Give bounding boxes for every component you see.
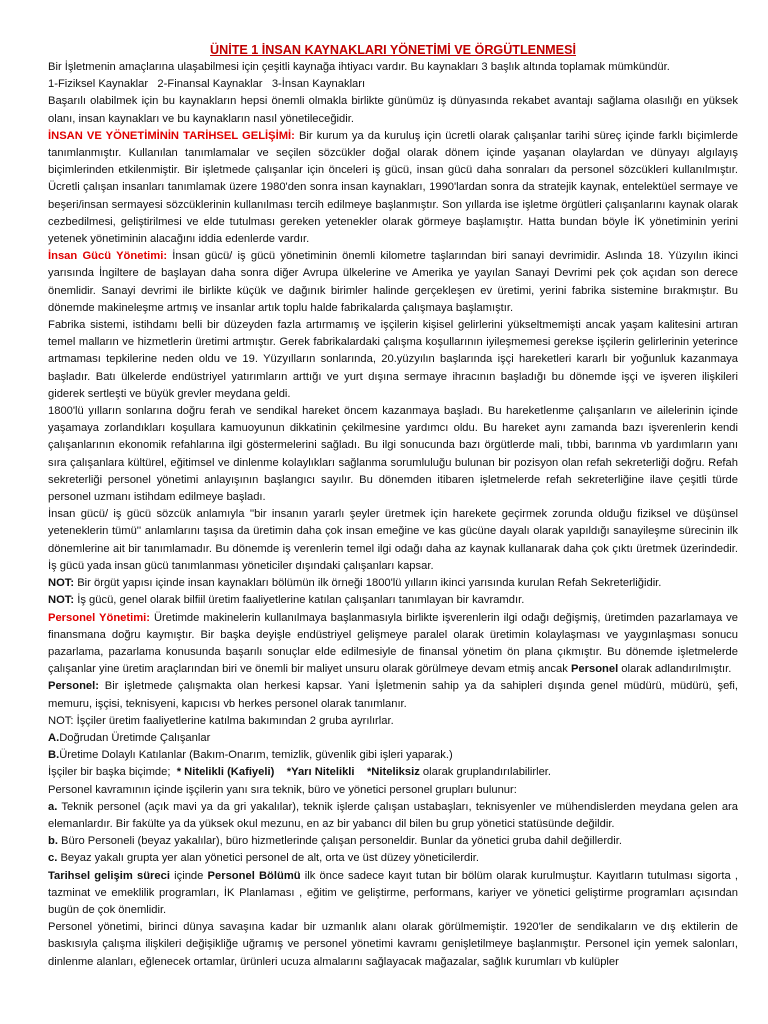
history-text: Bir kurum ya da kuruluş için ücretli olarak çalışanlar tarihi süreç içinde farklı biçimlerde tanımlanmıştır. Kullanılan tanımlamalar ve seçilen sözcükler doğal olarak dönem içinde yaşanan olaylardan ve dünyayı algılayış biçimlerinden etkilenmiştir. Bir işletmede çalışanlar için önceleri iş gücü, insan gücü daha sonraları da personel sözcükleri kullanılmıştır. Ücretli çalışan insanları tanımlamak üzere 1980'den sonra insan kaynakları, 1990'lardan sonra da stratejik kaynak, entelektüel sermaye ve beşeri/insan sermayesi sözcüklerinin kullanılması tercih edilmeye başlanmıştır. Son yıllarda ise işletme örgütleri çalışanlarını kaynak olarak cezbedilmesi, geliştirilmesi ve elde tutulması gereken yetenekler olarak görmeye başlamıştır. Hatta bundan böyle İK yönetiminin yerini yetenek yönetiminin alacağını iddia edenlerde vardır.	[48, 129, 738, 246]
personnel-group-c-label: c.	[48, 852, 58, 865]
labor-definition-paragraph: İnsan gücü/ iş gücü sözcük anlamıyla ''bir insanın yararlı şeyler üretmek için harekete geçirmek zorunda olduğu fiziksel ve düşünsel yeteneklerin tümü'' anlamlarını taşısa da üretimin daha çok insan emeğine ve kas gücüne dayalı olarak yapıldığı sanayileşme sürecinin ilk dönemlerine ait bir tanımlamadır. Bu dönemde iş verenlerin temel ilgi odağı daha az kaynak kullanarak daha çok çıktı üretmek üzerindedir. İş gücü yada insan gücü tanımlanması yöneticiler dışındaki çalışanları kapsar.	[48, 508, 738, 572]
worker-groups	[48, 764, 738, 781]
page-title: ÜNİTE 1 İNSAN KAYNAKLARI YÖNETİMİ VE ÖRGÜTLENMESİ	[210, 43, 576, 57]
group-a-text: Doğrudan Üretimde Çalışanlar	[59, 731, 211, 744]
personnel-paragraph	[48, 610, 738, 679]
factory-paragraph: Fabrika sistemi, istihdamı belli bir düzeyden fazla artırmamış ve işçilerin kişisel gelirlerini yükseltmemişti ancak yaşam kalitesini artıran temel malların ve hizmetlerin üretimi artmıştır. Gerek fabrikalardaki çalışma koşullarının iyileşmemesi gerekse işçilerin gelirlerinin yeterince artmaması tepkilerine neden oldu ve 19. Yüzyılların sonlarında, 20.yüzyılın başlarında işçi hareketleri kararlı bir yoğunluk kazanmaya başladır. Batı ülkelerde endüstriyel yatırımların arttığı ve yurt dışına sermaye ihracının başladığı bu dönemde işçi ve işveren ilişkileri giderek sertleşti ve büyük grevler meydana geldi.	[48, 319, 738, 400]
development-text-2: ilk önce sadece kayıt tutan bir bölüm olarak kurulmuştur. Kayıtların tutulması sigorta , tazminat ve emeklilik programları, İK Planlaması , eğitim ve geliştirme, performans, kariyer ve yönetici geliştirme programları açısından bugün de çok önemlidir.	[48, 869, 738, 916]
note-2-text: İş gücü, genel olarak bilfiil üretim faaliyetlerine katılan çalışanları tanımlayan bir kavramdır.	[74, 594, 525, 607]
note-3: NOT: İşçiler üretim faaliyetlerine katılma bakımından 2 gruba ayrılırlar.	[48, 714, 394, 727]
note-2	[48, 592, 738, 609]
note-label: NOT:	[48, 577, 75, 590]
development-term-2: Personel Bölümü	[207, 869, 301, 882]
personnel-definition-text: Bir işletmede çalışmakta olan herkesi kapsar. Yani İşletmenin sahip ya da sahipleri dışında genel müdürü, müdürü, şefi, memuru, işçisi, teknisyeni, kapıcısı vb herkes personel olarak tanımlanır.	[48, 680, 738, 710]
personnel-group-c-text: Beyaz yakalı grupta yer alan yönetici personel de alt, orta ve üst düzey yöneticilerdir.	[57, 852, 479, 865]
worker-groups-pre: İşçiler bir başka biçimde;	[48, 766, 177, 779]
personnel-group-a-label: a.	[48, 800, 58, 813]
personnel-heading: Personel Yönetimi:	[48, 611, 150, 624]
personnel-definition	[48, 678, 738, 712]
group-a-label: A.	[48, 731, 60, 744]
group-b	[48, 747, 738, 764]
labor-heading: İnsan Gücü Yönetimi:	[48, 250, 168, 263]
development-term-1: Tarihsel gelişim süreci	[48, 869, 170, 882]
personnel-group-b	[48, 833, 738, 850]
intro-paragraph-2: Başarılı olabilmek için bu kaynakların hepsi önemli olmakla birlikte günümüz iş dünyasında rekabet avantajı sağlama olasılığı en yüksek olanı, insan kaynakları ve bu kaynakların nasıl yönetileceğidir.	[48, 95, 738, 125]
note-1-text: Bir örgüt yapısı içinde insan kaynakları bölümün ilk örneği 1800'lü yılların ikinci yarısında kurulan Refah Sekreterliğidir.	[74, 577, 662, 590]
personnel-concept: Personel kavramının içinde işçilerin yanı sıra teknik, büro ve yönetici personel grupları bulunur:	[48, 783, 517, 796]
group-a	[48, 730, 738, 747]
personnel-group-c	[48, 850, 738, 867]
welfare-paragraph: 1800'lü yılların sonlarına doğru ferah ve sendikal hareket öncem kazanmaya başladı. Bu hareketlenme çalışanların ve ailelerinin içinde yaşamaya zorlandıkları koşullara kamuoyunun dikkatinin çekilmesine yardımcı oldu. Bu hareket aynı zamanda bazı işverenlerin kendi çalışanlarının ekonomik refahlarına ilgi göstermelerini sağladı. Bu ilgi sonucunda bazı örgütlerde mali, tıbbi, barınma vb yardımların yanı sıra çalışanlara kültürel, eğitimsel ve dinlenme kolaylıkları sağlanma sorumluluğu bulunan bir pozisyon olan refah sekreterliği doğru. Refah sekreterliği personel yönetimi anlayışının başlangıcı sayılır. Bu dönemden itibaren işletmelerde refah sekreterliğine ilave çeşitli türde personel uzmanı istihdam edilmeye başladı.	[48, 405, 738, 504]
personnel-group-a	[48, 799, 738, 833]
personnel-group-b-label: b.	[48, 835, 58, 848]
personnel-group-a-text: Teknik personel (açık mavi ya da gri yakalılar), teknik işlerde çalışan ustabaşları, teknisyenler ve mühendislerden meydana gelen ara elemanlardır. Bir fakülte ya da yüksek okul mezunu, en az bir yabancı dil bilen bu grup yönetici statüsünde değildir.	[48, 800, 738, 830]
personnel-text-end: olarak adlandırılmıştır.	[618, 663, 732, 676]
note-label: NOT:	[48, 594, 75, 607]
worker-groups-post: olarak gruplandırılabilirler.	[419, 766, 552, 779]
group-b-label: B.	[48, 749, 60, 762]
worker-groups-types: * Nitelikli (Kafiyeli) *Yarı Nitelikli *Niteliksiz	[176, 766, 420, 779]
history-paragraph	[48, 128, 738, 248]
note-1	[48, 575, 738, 592]
final-paragraph: Personel yönetimi, birinci dünya savaşına kadar bir uzmanlık alanı olarak görülmemiştir. 1920'ler de sendikaların ve dış ektilerin de baskısıyla çalışma ilişkileri değişikliğe uğramış ve personel yönetimi kavramı genişletilmeye başlanmıştır. Personel için yemek salonları, dinlenme alanları, eğlenecek ortamlar, ürünleri ucuza almalarını sağlayacak mağazalar, sağlık kurumları vb kulüpler	[48, 921, 738, 968]
personnel-definition-label: Personel:	[48, 680, 99, 693]
personnel-group-b-text: Büro Personeli (beyaz yakalılar), büro hizmetlerinde çalışan personeldir. Bunlar da yönetici gruba dahil değillerdir.	[57, 835, 622, 848]
history-heading: İNSAN VE YÖNETİMİNİN TARİHSEL GELİŞİMİ:	[48, 129, 295, 142]
resource-list: 1-Fiziksel Kaynaklar 2-Finansal Kaynaklar 3-İnsan Kaynakları	[48, 78, 366, 91]
labor-paragraph	[48, 248, 738, 317]
intro-paragraph: Bir İşletmenin amaçlarına ulaşabilmesi için çeşitli kaynağa ihtiyacı vardır. Bu kaynakları 3 başlık altında toplamak mümkündür.	[48, 61, 670, 73]
development-paragraph	[48, 868, 738, 920]
labor-text: İnsan gücü/ iş gücü yönetiminin önemli kilometre taşlarından biri sanayi devrimidir. Aslında 18. Yüzyılın ikinci yarısında İngiltere de başlayan daha sonra diğer Avrupa ülkelerine ve Amerika ye yayılan Sanayi Devrimi pek çok açıdan son derece önemlidir. Sanayi devrimi ile birlikte küçük ve dağınık birimler halinde gerçekleşen ev üretimi, yerini fabrika sistemine bırakmıştır. Bu dönemde makineleşme artmış ve insanlar artık toplu halde fabrikalarda çalışmaya başlamıştır.	[48, 250, 738, 314]
personnel-text: Üretimde makinelerin kullanılmaya başlanmasıyla birlikte işverenlerin ilgi odağı değişmiş, üretimden pazarlamaya ve finansmana doğru kaymıştır. Bir başka deyişle endüstriyel gelişmeye paralel olarak üretimin kolaylaşması ve yaygınlaşması sonucu pazarlama, pazarlama konusunda başarılı sonuçlar elde edilmesiyle de finansal yönetim ön plana çıkmıştır. Bu dönemde işletmelerde çalışanlar yine üretim araçlarından biri ve önemli bir maliyet unsuru olarak görülmeye devam etmiş ancak	[48, 611, 738, 676]
group-b-text: Üretime Dolaylı Katılanlar (Bakım-Onarım, temizlik, güvenlik gibi işleri yaparak.)	[59, 749, 453, 762]
personnel-term: Personel	[570, 663, 619, 676]
development-text-1: içinde	[169, 869, 208, 882]
